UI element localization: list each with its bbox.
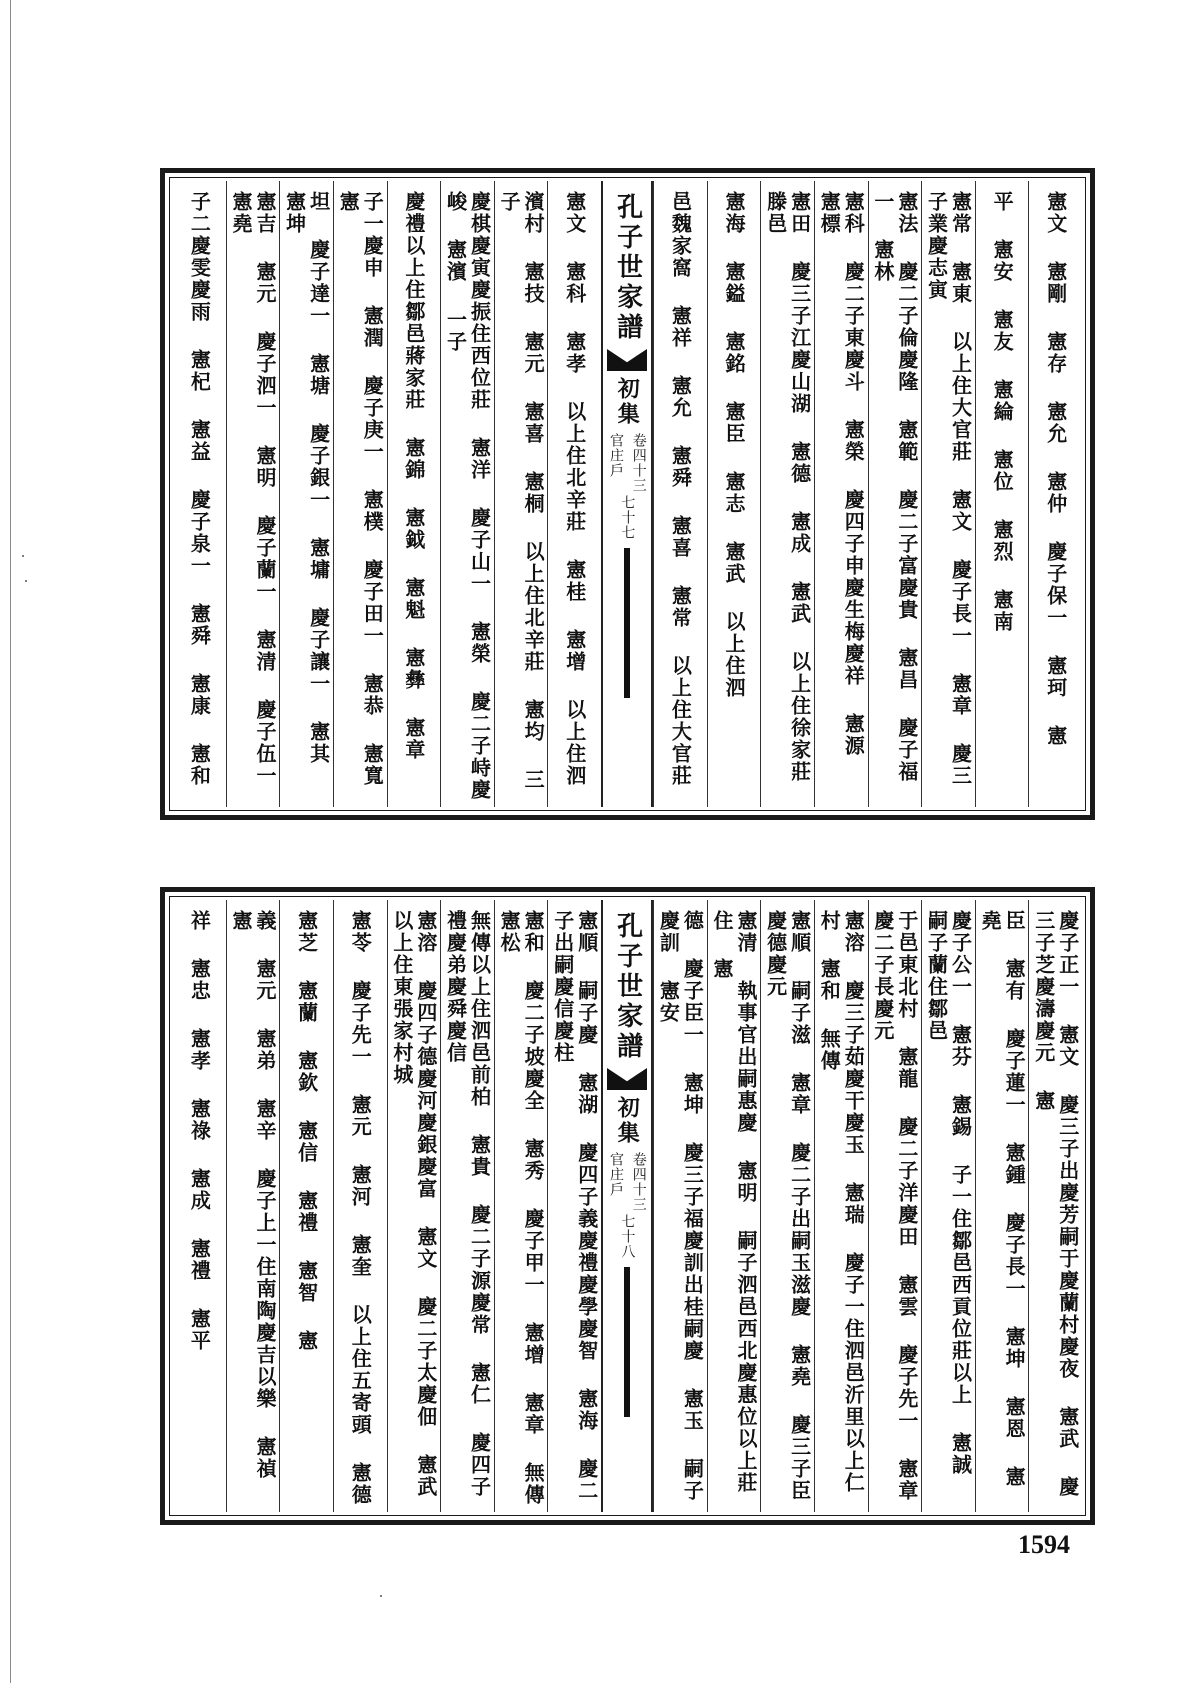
genealogy-column: 義 憲元 憲弟 憲辛 慶子上一住南陶慶吉以樂 憲禎 憲 <box>226 900 280 1512</box>
fish-tail-mark-icon <box>607 349 647 371</box>
genealogy-column: 子二慶雯慶雨 憲杞 憲益 慶子泉一 憲舜 憲康 憲和 <box>187 191 212 787</box>
genealogy-column: 濱村 憲技 憲元 憲喜 憲桐 以上住北辛莊 憲均 三子 <box>494 181 548 807</box>
leaf-number: 七十七 <box>619 495 636 540</box>
genealogy-column: 德 慶子臣一 憲坤 慶三子福慶訓出桂嗣慶 憲玉 嗣子慶訓 憲安 <box>653 900 707 1512</box>
genealogy-column: 憲和 慶二子坡慶全 憲秀 慶子甲一 憲增 憲章 無傳 憲松 <box>494 900 548 1512</box>
leaf-number: 七十八 <box>619 1214 636 1259</box>
genealogy-column: 憲芝 憲蘭 憲欽 憲信 憲禮 憲智 憲 <box>279 900 333 1512</box>
genealogy-column: 憲科 慶二子東慶斗 憲榮 慶四子申慶生梅慶祥 憲源 憲標 <box>814 181 868 807</box>
genealogy-column: 憲順 嗣子滋 憲章 慶二子出嗣玉滋慶 憲堯 慶三子臣慶德慶元 <box>760 900 814 1512</box>
scan-speck <box>25 580 27 582</box>
scan-speck <box>380 1595 382 1597</box>
juan-line <box>607 433 647 493</box>
fold-bar <box>624 548 630 698</box>
branch-label: 官庄戶 <box>608 433 624 478</box>
page-number: 1594 <box>1018 1530 1070 1559</box>
genealogy-column: 憲法 慶二子倫慶隆 憲範 慶二子富慶貴 憲昌 慶子福一 憲林 <box>868 181 922 807</box>
genealogy-page-bottom <box>160 887 1095 1532</box>
genealogy-column: 于邑東北村 憲龍 慶二子洋慶田 憲雲 慶子先一 憲章 慶二子長慶元 <box>868 900 922 1512</box>
genealogy-column: 慶子公一 憲芬 憲錫 子一住鄒邑西貢位莊以上 憲誠 嗣子蘭住鄒邑 <box>921 900 975 1512</box>
genealogy-column: 憲常 憲東 以上住大官莊 憲文 慶子長一 憲章 慶三子業慶志寅 <box>921 181 975 807</box>
juan-label: 卷四十三 <box>630 1152 647 1212</box>
genealogy-column: 憲順 嗣子慶 憲湖 慶四子義慶禮慶學慶智 憲海 慶二子出嗣慶信慶柱 <box>547 900 601 1512</box>
genealogy-column: 平 憲安 憲友 憲綸 憲位 憲烈 憲南 <box>975 181 1029 807</box>
genealogy-column: 憲田 慶三子江慶山湖 憲德 憲成 憲武 以上住徐家莊滕邑 <box>760 181 814 807</box>
column-grid <box>173 181 1082 813</box>
book-title: 孔子世家譜 <box>612 912 643 1062</box>
branch-label: 官庄戶 <box>608 1152 624 1197</box>
center-fold-column <box>601 181 653 807</box>
center-fold-column <box>601 900 653 1512</box>
column-grid <box>173 900 1082 1532</box>
genealogy-column: 臣 憲有 慶子蓮一 憲鍾 慶子長一 憲坤 憲恩 憲堯 <box>975 900 1029 1512</box>
juan-label: 卷四十三 <box>630 433 647 493</box>
section-title: 初集 <box>614 377 641 427</box>
genealogy-column: 慶子正一 憲文 慶三子出慶芳嗣于慶蘭村慶夜 憲武 慶三子芝慶濤慶元 憲 <box>1028 900 1082 1512</box>
genealogy-column: 慶棋慶寅慶振住西位莊 憲洋 慶子山一 憲榮 慶二子峙慶峻 憲濱 一子 <box>440 181 494 807</box>
genealogy-column: 憲海 憲鎰 憲銘 憲臣 憲志 憲武 以上住泗 <box>707 181 761 807</box>
section-title: 初集 <box>614 1096 641 1146</box>
scan-speck <box>22 555 24 557</box>
genealogy-column: 憲清 執事官出嗣惠慶 憲明 嗣子泗邑西北慶惠位以上莊住 憲 <box>707 900 761 1512</box>
genealogy-column: 憲溶 慶四子德慶河慶銀慶富 憲文 慶二子太慶佃 憲武 以上住東張家村城 <box>387 900 441 1512</box>
book-title: 孔子世家譜 <box>612 193 643 343</box>
fish-tail-mark-icon <box>607 1068 647 1090</box>
fold-bar <box>624 1267 630 1417</box>
genealogy-column: 憲文 憲剛 憲存 憲允 憲仲 慶子保一 憲珂 憲 <box>1028 181 1082 807</box>
genealogy-column: 邑魏家窩 憲祥 憲允 憲舜 憲喜 憲常 以上住大官莊 <box>653 181 707 807</box>
genealogy-column: 坦 慶子達一 憲塘 慶子銀一 憲墉 慶子讓一 憲其 憲坤 <box>279 181 333 807</box>
genealogy-column: 子一慶申 憲潤 慶子庚一 憲樸 慶子田一 憲恭 憲寬 憲 <box>333 181 387 807</box>
juan-line <box>607 1152 647 1212</box>
genealogy-page-top <box>160 168 1095 820</box>
genealogy-column: 憲溶 慶三子茹慶干慶玉 憲瑞 慶子一住泗邑沂里以上仁村 憲和 無傳 <box>814 900 868 1512</box>
scan-edge-line <box>10 0 11 1683</box>
genealogy-column: 無傳以上住泗邑前柏 憲貴 慶二子源慶常 憲仁 慶四子禮慶弟慶舜慶信 <box>440 900 494 1512</box>
genealogy-column: 祥 憲忠 憲孝 憲祿 憲成 憲禮 憲平 <box>187 910 212 1352</box>
genealogy-column: 憲苓 慶子先一 憲元 憲河 憲奎 以上住五寄頭 憲德 <box>333 900 387 1512</box>
genealogy-column: 憲吉 憲元 慶子泗一 憲明 慶子蘭一 憲清 慶子伍一 憲堯 <box>226 181 280 807</box>
genealogy-column: 憲文 憲科 憲孝 以上住北辛莊 憲桂 憲增 以上住泗 <box>547 181 601 807</box>
genealogy-column: 慶禮以上住鄒邑蔣家莊 憲錦 憲鉞 憲魁 憲彝 憲章 <box>387 181 441 807</box>
